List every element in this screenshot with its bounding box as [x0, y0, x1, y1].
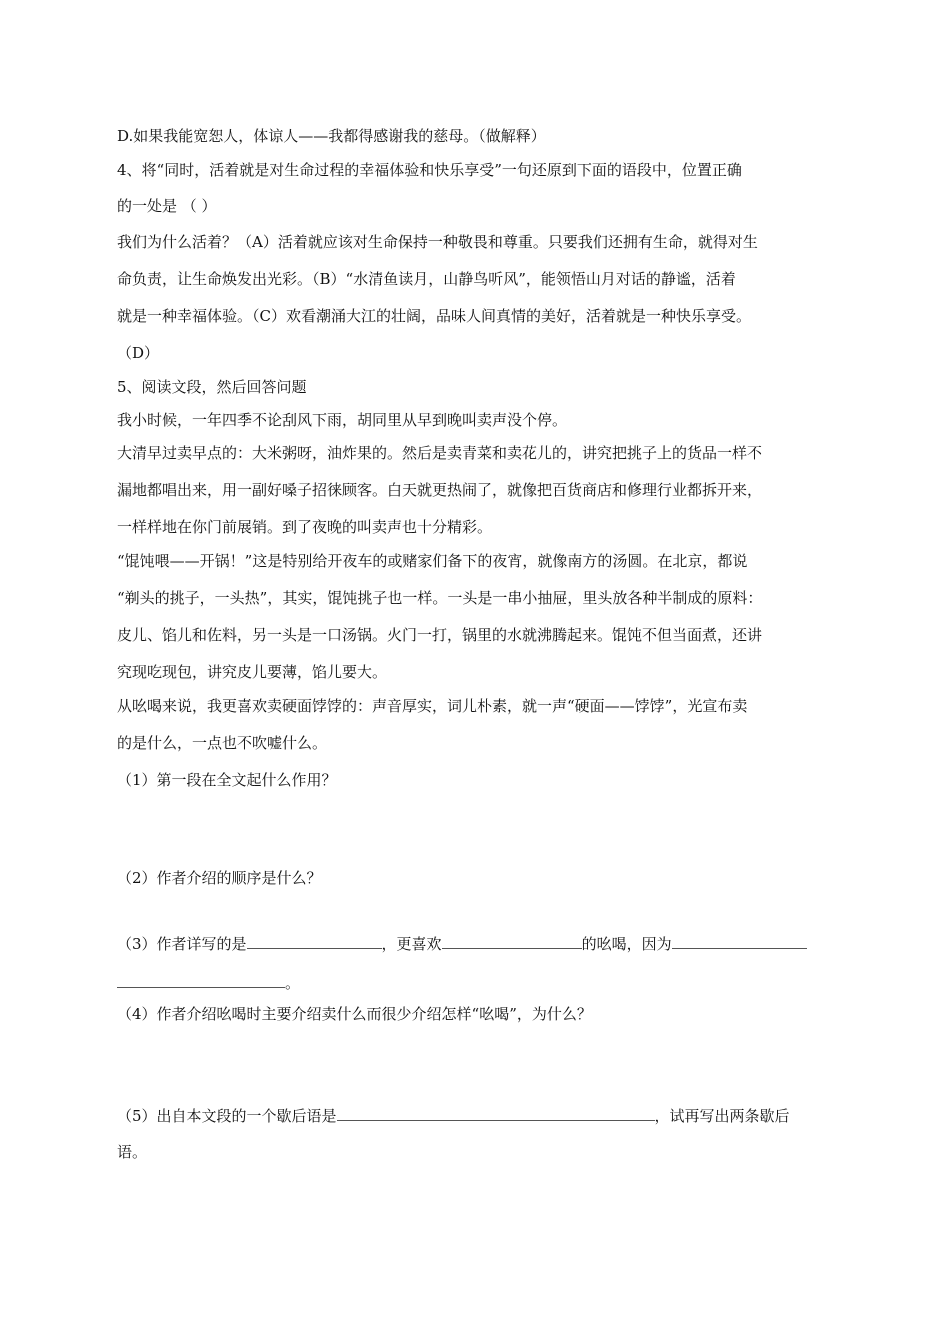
sub-question-3-line-2	[117, 973, 300, 993]
passage-a-line-4: （D）	[117, 344, 160, 362]
q5-part-1: （5）出自本文段的一个歇后语是	[117, 1107, 337, 1125]
sub-question-5	[117, 1106, 790, 1126]
sub-question-5-line-2: 语。	[117, 1143, 148, 1161]
q3-part-3: 的吆喝，因为	[581, 935, 672, 953]
passage-a-line-2: 命负责，让生命焕发出光彩。（B）“水清鱼读月，山静鸟听风”，能领悟山月对话的静谧，活着	[117, 270, 736, 288]
sub-question-4: （4）作者介绍吆喝时主要介绍卖什么而很少介绍怎样“吆喝”，为什么？	[117, 1005, 592, 1023]
sub-question-1: （1）第一段在全文起什么作用？	[117, 771, 337, 789]
answer-blank-5[interactable]	[337, 1106, 655, 1121]
passage-paragraph-3-line-4: 究现吃现包，讲究皮儿要薄，馅儿要大。	[117, 663, 388, 681]
passage-paragraph-3-line-2: “剃头的挑子，一头热”，其实，馄饨挑子也一样。一头是一串小抽屉，里头放各种半制成的原料：	[117, 589, 763, 607]
passage-a-line-3: 就是一种幸福体验。（C）欢看潮涌大江的壮阔，品味人间真情的美好，活着就是一种快乐享受。	[117, 307, 751, 325]
question-4-line-2: 的一处是 （ ）	[117, 197, 217, 215]
answer-blank-3[interactable]	[672, 934, 807, 949]
option-d-line: D.如果我能宽恕人，体谅人——我都得感谢我的慈母。（做解释）	[117, 127, 546, 145]
passage-paragraph-2-line-3: 一样样地在你门前展销。到了夜晚的叫卖声也十分精彩。	[117, 518, 493, 536]
passage-paragraph-1: 我小时候，一年四季不论刮风下雨，胡同里从早到晚叫卖声没个停。	[117, 411, 568, 429]
q3-part-1: （3）作者详写的是	[117, 935, 247, 953]
passage-a-line-1: 我们为什么活着？（A）活着就应该对生命保持一种敬畏和尊重。只要我们还拥有生命，就得对生	[117, 233, 758, 251]
sub-question-2: （2）作者介绍的顺序是什么？	[117, 869, 322, 887]
answer-blank-4[interactable]	[117, 973, 285, 988]
question-4-line-1: 4、将“同时，活着就是对生命过程的幸福体验和快乐享受”一句还原到下面的语段中，位置正确	[117, 161, 742, 179]
sub-question-3	[117, 934, 807, 954]
answer-blank-2[interactable]	[442, 934, 582, 949]
passage-paragraph-3-line-3: 皮儿、馅儿和佐料，另一头是一口汤锅。火门一打，锅里的水就沸腾起来。馄饨不但当面煮，还讲	[117, 626, 763, 644]
question-5-heading: 5、阅读文段，然后回答问题	[117, 378, 307, 396]
passage-paragraph-4-line-1: 从吆喝来说，我更喜欢卖硬面饽饽的：声音厚实，词儿朴素，就一声“硬面——饽饽”，光宣布卖	[117, 697, 748, 715]
passage-paragraph-2-line-1: 大清早过卖早点的：大米粥呀，油炸果的。然后是卖青菜和卖花儿的，讲究把挑子上的货品一样不	[117, 444, 763, 462]
q3-part-2: ，更喜欢	[381, 935, 442, 953]
q3-end: 。	[285, 974, 301, 992]
q5-part-2: ，试再写出两条歇后	[654, 1107, 790, 1125]
passage-paragraph-3-line-1: “馄饨喂——开锅！”这是特别给开夜车的或赌家们备下的夜宵，就像南方的汤圆。在北京，都说	[117, 552, 748, 570]
answer-blank-1[interactable]	[247, 934, 382, 949]
passage-paragraph-2-line-2: 漏地都唱出来，用一副好嗓子招徕顾客。白天就更热闹了，就像把百货商店和修理行业都拆开来，	[117, 481, 763, 499]
passage-paragraph-4-line-2: 的是什么，一点也不吹嘘什么。	[117, 734, 328, 752]
